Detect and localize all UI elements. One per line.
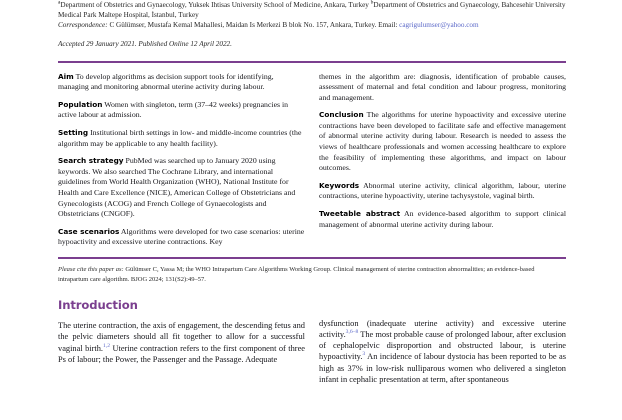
abstract-item-text: themes in the algorithm are: diagnosis, identification of probable causes, assessment of maternal and fetal condition and labour progress, monitoring and management. (319, 71, 566, 102)
divider-above-citation (58, 257, 566, 258)
abstract-item (58, 72, 305, 93)
affiliation-marker-a: a (58, 0, 61, 6)
abstract-item (58, 128, 305, 149)
affiliation-text-b: Department of Obstetrics and Gynaecology, Bahcesehir University Medical Park Maltepe Hospital, İstanbul, Turkey (58, 1, 566, 19)
abstract-item (319, 181, 566, 202)
abstract-item-text: Abnormal uterine activity, clinical algorithm, labour, uterine contractions, uterine hypoactivity, uterine tachysystole, vaginal birth. (319, 180, 566, 201)
correspondence-email-link[interactable]: cagrigulumser@yahoo.com (399, 20, 479, 29)
abstract-item-label: Keywords (319, 180, 360, 190)
abstract-right-column (319, 72, 566, 248)
citation-text (58, 265, 566, 284)
abstract-item-text: Institutional birth settings in low- and middle-income countries (the algorithm may be applicable to any health facility). (58, 128, 302, 148)
abstract-item (319, 72, 566, 104)
intro-left-text-1: The uterine contraction, the axis of engagement, the descending fetus and the pelvic diameters should all fit together to allow for a successful vaginal birth. (58, 321, 305, 353)
citation-prefix: Please cite this paper as: (58, 266, 124, 274)
intro-right-text-2: The most probable cause of prolonged labour, after exclusion of cephalopelvic disproportion and obstructed labour, is uterine hypoactivity. (319, 329, 566, 362)
abstract-item (58, 156, 305, 219)
abstract-item-text: Women with singleton, term (37–42 weeks) pregnancies in active labour at admission. (58, 99, 289, 120)
citation-ref[interactable]: 3,6–8 (345, 329, 359, 336)
abstract-item-label: Population (58, 99, 103, 109)
intro-left-text-2: Uterine contraction refers to the first component of three Ps of labour; the Power, the Passenger and the Passage. Adequate (58, 343, 306, 364)
citation-ref[interactable]: 3 (362, 351, 366, 358)
intro-right-text-3: An incidence of labour dystocia has been reported to be as high as 37% in low-risk nulliparous women who delivered a singleton infant in cephalic presentation at term, after spontaneous (319, 352, 566, 384)
correspondence-label: Correspondence: (58, 20, 108, 29)
citation-ref[interactable]: 1,2 (103, 342, 111, 349)
abstract-left-column (58, 72, 305, 248)
abstract-item-label: Conclusion (319, 110, 364, 120)
abstract-item-text: To develop algorithms as decision support tools for identifying, managing and monitoring abnormal uterine activity during labour. (58, 71, 274, 92)
correspondence-text: C Gülümser, Mustafa Kemal Mahallesi, Maidan Is Merkezi B blok No. 157, Ankara, Turkey. Email: (109, 20, 398, 29)
abstract-item-label: Case scenarios (58, 226, 120, 236)
affiliation-text-a: Department of Obstetrics and Gynaecology, Yuksek Ihtisas University School of Medicine, Ankara, Turkey (60, 1, 369, 9)
introduction-left-column (58, 298, 305, 385)
citation-block (58, 257, 566, 284)
abstract-item (319, 110, 566, 173)
abstract-item-label: Setting (58, 128, 89, 138)
introduction-section (58, 298, 566, 385)
abstract-item (319, 209, 566, 230)
affiliation-lines (58, 1, 566, 21)
page-content (58, 0, 566, 385)
introduction-paragraph-left (58, 320, 305, 365)
abstract-item-label: Search strategy (58, 156, 124, 166)
affiliation-marker-b: b (370, 0, 374, 6)
abstract-item-text: Algorithms were developed for two case scenarios: uterine hypoactivity and excessive uterine contractions. Key (58, 226, 305, 247)
affiliations-block (58, 0, 566, 50)
publication-dates: Accepted 29 January 2021. Published Online 12 April 2022. (58, 39, 232, 48)
divider-above-abstract (58, 61, 566, 62)
citation-body: Gülümser C, Yassa M; the WHO Intrapartum Care Algorithms Working Group. Clinical management of uterine contraction abnormalities; an evidence-based intrapartum care algorithm. BJOG 2024; 131(S2):49–57. (58, 266, 535, 283)
column-spacer (319, 298, 566, 318)
introduction-paragraph-right (319, 318, 566, 386)
abstract-item-text: PubMed was searched up to January 2020 using keywords. We also searched The Cochrane Library, and international guidelines from World Health Organization (WHO), National Institute for Health and Care Excellence (NICE), American College of Obstetricians and Gynecologists (ACOG) and French College of Gynaecologists and Obstetricians (CNGOF). (58, 156, 296, 219)
abstract-item-label: Aim (58, 71, 74, 81)
abstract-item-text: An evidence-based algorithm to support clinical management of abnormal uterine activity during labour. (319, 209, 566, 229)
abstract-item-label: Tweetable abstract (319, 209, 401, 219)
intro-right-text-1: dysfunction (inadequate uterine activity) and excessive uterine activity. (319, 318, 566, 339)
abstract-item (58, 227, 305, 248)
abstract-section (58, 72, 566, 248)
abstract-item-text: The algorithms for uterine hypoactivity and excessive uterine contractions have been developed to facilitate safe and effective management of abnormal uterine activity during labour. Research is needed to assess the views of healthcare professionals and women accessing healthcare to explore the feasibility of implementing these algorithms, and impact on labour outcomes. (319, 110, 566, 173)
section-heading-introduction: Introduction (58, 298, 138, 313)
abstract-item (58, 100, 305, 121)
correspondence-line (58, 21, 566, 31)
introduction-right-column (319, 298, 566, 385)
